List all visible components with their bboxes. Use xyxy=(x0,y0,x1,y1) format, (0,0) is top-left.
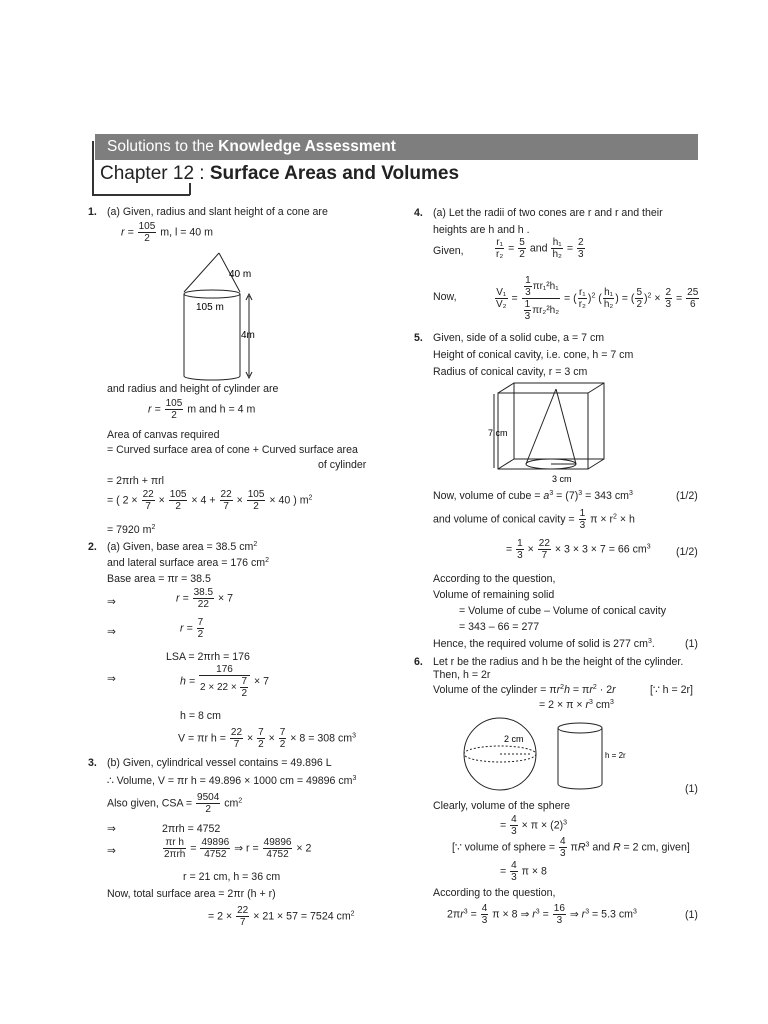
denominator: 2 xyxy=(205,804,211,815)
cone-edge xyxy=(526,389,556,464)
denominator: 3 xyxy=(524,311,531,322)
denominator: 3 xyxy=(511,826,517,837)
denominator: 7 xyxy=(233,739,240,750)
text: × 3 × 3 × 7 = 66 cm xyxy=(554,543,647,556)
fraction xyxy=(197,617,205,640)
fraction xyxy=(138,221,157,244)
formula-line: and volume of conical cavity = $\frac{1}{3}$ $\pi \times r^2 \times h$ xyxy=(433,508,635,531)
superscript: 2 xyxy=(238,797,243,805)
fraction xyxy=(510,860,518,883)
denominator: 7 xyxy=(223,501,229,512)
formula-line xyxy=(148,398,255,421)
superscript: 3 xyxy=(585,841,590,849)
fraction xyxy=(524,299,532,322)
cube-edge xyxy=(498,459,514,469)
fraction xyxy=(193,587,214,610)
fraction xyxy=(236,905,249,928)
cube-cone-figure xyxy=(484,380,609,488)
superscript: 3 xyxy=(589,699,593,706)
numerator: 4 xyxy=(511,814,517,825)
fraction xyxy=(240,676,248,699)
numerator: 49896 xyxy=(201,837,230,848)
formula-line: Volume of the cylinder = $\pi r^2h = \pi r^2 \cdot 2r$ xyxy=(433,684,616,696)
text-line: Hence, the required volume of solid is 277 $cm^3$. xyxy=(433,638,655,650)
text: × 7 xyxy=(253,675,270,688)
cube-edge xyxy=(588,459,604,469)
superscript: 3 xyxy=(629,490,633,497)
denominator: 2 xyxy=(258,739,264,750)
sphere-cylinder-figure xyxy=(462,716,642,796)
fraction xyxy=(603,287,614,310)
cone-edge xyxy=(556,389,576,464)
superscript: 3 xyxy=(585,908,590,916)
numerator: 5 xyxy=(519,237,525,248)
denominator: 2 xyxy=(171,410,177,421)
text-line: (a) Given, radius and slant height of a cone are xyxy=(107,206,328,218)
bracket-line xyxy=(92,141,94,195)
marks: (1/2) xyxy=(676,546,698,558)
fraction xyxy=(220,489,233,512)
text: and xyxy=(529,242,548,255)
numerator: 22 xyxy=(230,727,243,738)
text: × 40 ) m xyxy=(269,494,309,507)
text: (a) Given, base area = 38.5 cm xyxy=(107,541,254,553)
superscript: 3 xyxy=(463,908,468,916)
question-number: 1. xyxy=(88,206,97,218)
numerator: V₁ xyxy=(496,287,507,298)
text-line: [∵ h = 2r] xyxy=(650,684,693,696)
denominator: 2 xyxy=(519,249,525,260)
fraction xyxy=(522,275,560,322)
numerator: 22 xyxy=(142,489,154,500)
text: π × 8 xyxy=(521,865,547,878)
question-number: 3. xyxy=(88,757,97,769)
formula-line: LSA = 2πrh = 176 xyxy=(166,651,250,663)
formula-line: = 2πrh + πrl xyxy=(107,475,165,487)
fraction xyxy=(665,287,673,310)
denominator: 3 xyxy=(525,287,531,298)
numerator: 22 xyxy=(220,489,232,500)
text-line: of cylinder xyxy=(318,459,367,471)
chapter-title: Surface Areas and Volumes xyxy=(209,163,460,184)
text: = 7920 m xyxy=(107,524,152,536)
denominator: 7 xyxy=(145,501,151,512)
numerator: 4 xyxy=(559,836,566,847)
question-number: 2. xyxy=(88,541,97,553)
text: h = xyxy=(180,675,196,688)
numerator: 5 xyxy=(636,287,642,298)
text: Also given, CSA = xyxy=(107,797,193,810)
denominator: 7 xyxy=(541,550,548,561)
numerator: h₁ xyxy=(552,237,562,248)
formula-line: $\frac{\text{r₁}}{\text{r₂}}$ = $\frac{5}{2}$ and $\frac{\text{h₁}}{\text{h₂}}$ = $\frac{2}{3}$ xyxy=(496,237,584,260)
text: V = πr h = xyxy=(178,732,226,745)
numerator: 25 xyxy=(687,287,699,298)
superscript: 3 xyxy=(610,699,614,706)
fraction xyxy=(495,287,508,310)
numerator: 4 xyxy=(481,903,488,914)
fraction xyxy=(686,287,699,310)
marks: (1) xyxy=(685,909,698,921)
text: × 7 xyxy=(218,592,234,605)
formula-line xyxy=(208,905,355,928)
numerator: 2 xyxy=(665,287,672,298)
superscript: 3 xyxy=(647,638,652,645)
text: r = xyxy=(121,226,134,239)
superscript: 2 xyxy=(592,684,597,691)
numerator: r₁ xyxy=(578,287,586,298)
question-number: 6. xyxy=(414,656,423,668)
text-line: Volume of remaining solid xyxy=(433,589,555,601)
text: = ( 2 × xyxy=(107,494,138,507)
text: 2 × 22 × xyxy=(199,682,237,694)
formula-line xyxy=(107,792,242,815)
formula-line: $2\pi r^3$ = $\frac{4}{3}$ π × 8 ⇒ $r^3$ = $\frac{16}{3}$ ⇒ $r^3 = 5.3$ $cm^3$ xyxy=(447,903,637,926)
cone-edge xyxy=(184,253,219,292)
denominator: $\frac{1}{3}$ πr₂²h₂ xyxy=(524,299,560,322)
text: × π × (2) xyxy=(521,819,564,832)
fraction xyxy=(247,489,266,512)
text: cm xyxy=(224,797,239,810)
fraction xyxy=(553,903,566,926)
numerator: $\frac{1}{3}$ πr₁²h₁ xyxy=(522,275,560,299)
formula-line xyxy=(176,587,233,610)
formula-line: = $\frac{4}{3}$ × $\pi \times (2)^3$ xyxy=(500,814,568,837)
denominator: 2 xyxy=(197,629,204,640)
denominator: 3 xyxy=(481,915,488,926)
denominator: 2 xyxy=(279,739,286,750)
superscript: 2 xyxy=(647,292,652,300)
denominator: 6 xyxy=(689,299,696,310)
numerator: πr h xyxy=(163,837,186,849)
marks: (1/2) xyxy=(676,490,698,502)
numerator: 105 xyxy=(138,221,156,232)
numerator: 7 xyxy=(258,727,264,738)
text-line: = 343 – 66 = 277 xyxy=(459,621,540,633)
cube-edge xyxy=(588,383,604,393)
text-line: Clearly, volume of the sphere xyxy=(433,800,570,812)
numerator: 7 xyxy=(197,617,204,628)
formula-line xyxy=(180,664,269,699)
superscript: 3 xyxy=(352,732,357,740)
text-line: Let r be the radius and h be the height of the cylinder. xyxy=(433,656,684,668)
formula-line: = $\frac{4}{3}$ π × 8 xyxy=(500,860,547,883)
text-line: Area of canvas required xyxy=(107,429,220,441)
superscript: 2 xyxy=(265,557,270,564)
denominator: 3 xyxy=(556,915,563,926)
formula-line: Base area = πr = 38.5 xyxy=(107,573,211,585)
fraction xyxy=(163,837,186,860)
text-line: Radius of conical cavity, r = 3 cm xyxy=(433,366,588,378)
chapter-heading xyxy=(100,161,459,187)
numerator: 105 xyxy=(165,398,183,409)
denominator: 3 xyxy=(579,520,586,531)
superscript: 3 xyxy=(578,490,583,497)
denominator: 3 xyxy=(577,249,584,260)
text-line: According to the question, xyxy=(433,887,556,899)
text: and lateral surface area = 176 cm xyxy=(107,557,266,569)
fraction xyxy=(551,237,562,260)
formula-line: r = 21 cm, h = 36 cm xyxy=(183,871,281,883)
formula-line: Now, volume of cube = $a^3 = (7)^3 = 343$ $cm^3$ xyxy=(433,490,633,502)
numerator: 7 xyxy=(279,727,286,738)
radius-label: 105 m xyxy=(196,302,224,313)
fraction xyxy=(200,837,230,860)
question-number: 4. xyxy=(414,207,423,219)
numerator: 1 xyxy=(524,299,531,310)
arrow: ⇒ xyxy=(107,845,116,857)
fraction xyxy=(524,275,532,298)
formula-line: V = πr h = $\frac{22}{7}$ × $\frac{7}{2}$ × $\frac{7}{2}$ × 8 = 308 $cm^3$ xyxy=(178,727,357,750)
formula-line: = ( 2 × $\frac{22}{7}$ × $\frac{105}{2}$ × 4 + $\frac{22}{7}$ × $\frac{105}{2}$ × 40 ) $m^2$ xyxy=(107,489,313,512)
denominator: 22 xyxy=(197,599,209,610)
text-line xyxy=(107,541,257,555)
text: m, l = 40 m xyxy=(160,226,213,239)
numerator: 1 xyxy=(525,275,531,286)
text: ∴ Volume, V = πr h = 49.896 × 1000 cm = 49896 cm xyxy=(107,775,353,787)
numerator: h₁ xyxy=(604,287,614,298)
text: r = xyxy=(176,592,189,605)
denominator: 2 xyxy=(241,688,248,699)
fraction xyxy=(279,727,287,750)
numerator: r₁ xyxy=(496,237,503,248)
cone-cylinder-figure xyxy=(175,250,275,388)
superscript: 2 xyxy=(350,910,355,918)
fraction xyxy=(165,398,184,421)
denominator: 3 xyxy=(511,872,517,883)
numerator: 22 xyxy=(538,538,550,549)
height-label: h = 2r xyxy=(605,751,626,760)
numerator: 1 xyxy=(517,538,523,549)
numerator: 4 xyxy=(511,860,517,871)
fraction xyxy=(196,792,220,815)
formula-line: = $2 \times \pi \times r^3$ $cm^3$ xyxy=(539,699,614,711)
superscript: 3 xyxy=(352,775,357,782)
denominator: V₂ xyxy=(496,299,507,310)
superscript: 3 xyxy=(535,908,540,916)
fraction xyxy=(263,837,293,860)
cube-edge xyxy=(498,383,514,393)
numerator: 2 xyxy=(577,237,584,248)
text: ⇒ r = xyxy=(234,842,259,855)
superscript: 2 xyxy=(253,541,258,548)
cylinder-bottom xyxy=(558,784,602,789)
denominator: 3 xyxy=(665,299,672,310)
denominator: 2 xyxy=(636,299,642,310)
text-line xyxy=(107,557,269,571)
denominator: 4752 xyxy=(204,849,227,860)
slant-label: 40 m xyxy=(229,269,252,280)
denominator: r₂ xyxy=(578,299,586,310)
bracket-line xyxy=(92,194,190,196)
denominator: 2πrh xyxy=(164,849,186,860)
cylinder-top xyxy=(558,723,602,733)
chapter-number: Chapter 12 : xyxy=(100,163,210,184)
numerator: 38.5 xyxy=(193,587,214,598)
text: = 2 × xyxy=(208,910,233,923)
superscript: 2 xyxy=(560,684,565,691)
formula-line xyxy=(107,524,155,538)
denominator: 2 xyxy=(253,501,259,512)
fraction xyxy=(199,664,250,699)
fraction xyxy=(518,237,526,260)
banner-title: Knowledge Assessment xyxy=(218,138,396,155)
numerator: 1 xyxy=(579,508,586,519)
denominator: 3 xyxy=(559,848,566,859)
denominator: h₂ xyxy=(603,299,614,310)
superscript: 3 xyxy=(646,543,651,551)
denominator: h₂ xyxy=(552,249,562,260)
height-label: 4m xyxy=(241,330,255,341)
side-label: 7 cm xyxy=(488,428,508,438)
fraction xyxy=(257,727,265,750)
text: × 8 = 308 cm xyxy=(290,732,353,745)
text-line: (a) Let the radii of two cones are r and r and their xyxy=(433,207,663,219)
denominator xyxy=(199,676,250,699)
numerator: 105 xyxy=(247,489,265,500)
banner-prefix: Solutions to the xyxy=(107,138,219,155)
superscript: 2 xyxy=(613,513,617,521)
superscript: 2 xyxy=(308,494,313,502)
numerator: 49896 xyxy=(263,837,292,848)
numerator: 105 xyxy=(169,489,187,500)
denominator: 4752 xyxy=(266,849,289,860)
text: and volume of conical cavity = xyxy=(433,513,575,526)
formula-line xyxy=(107,775,356,789)
superscript: 2 xyxy=(591,292,596,300)
marks: (1) xyxy=(685,783,698,795)
formula-line: $\frac{\text{πr h}}{\text{2πrh}}$ = $\frac{49896}{4752}$ ⇒ r = $\frac{49896}{4752}$ × 2 xyxy=(164,837,312,860)
denominator: 3 xyxy=(517,550,523,561)
fraction xyxy=(635,287,643,310)
text-line: = Curved surface area of cone + Curved surface area xyxy=(107,444,358,456)
text: r = xyxy=(180,622,193,635)
denominator: r₂ xyxy=(496,249,504,260)
fraction xyxy=(481,903,489,926)
superscript: 3 xyxy=(632,908,637,916)
arrow: ⇒ xyxy=(107,596,116,608)
denominator: 2 xyxy=(144,233,150,244)
fraction xyxy=(510,814,518,837)
formula-line: h = 8 cm xyxy=(180,710,221,722)
formula-line: = $\frac{1}{3}$ × $\frac{22}{7}$ × 3 × 3 × 7 = 66 $cm^3$ xyxy=(506,538,651,561)
text-line: Given, xyxy=(433,245,464,257)
text-line: Height of conical cavity, i.e. cone, h = 7 cm xyxy=(433,349,634,361)
text-line: heights are h and h . xyxy=(433,224,530,236)
marks: (1) xyxy=(685,638,698,650)
text-line: Now, xyxy=(433,291,457,303)
text-line: Given, side of a solid cube, a = 7 cm xyxy=(433,332,605,344)
text: m and h = 4 m xyxy=(187,403,256,416)
fraction xyxy=(495,237,504,260)
text: × 2 xyxy=(296,842,312,855)
formula-line: 2πrh = 4752 xyxy=(162,823,221,835)
fraction xyxy=(578,287,587,310)
numerator: 16 xyxy=(553,903,565,914)
text: × 21 × 57 = 7524 cm xyxy=(253,910,351,923)
base-label: 3 cm xyxy=(552,474,572,484)
section-banner xyxy=(95,134,698,160)
fraction xyxy=(230,727,243,750)
numerator: 9504 xyxy=(197,792,220,803)
formula-line: $\frac{\text{V₁}}{\text{V₂}}$ = $\frac{1}{3}$ πr₁²h₁ $\frac{1}{3}$ πr₂²h₂ = ( $\frac{\text{r₁}}{\text{r₂}}$ )$^2$ ( $\frac{\text{h₁}}{\text{h₂}}$ ) = ( $\frac{5}{2}$ )$^2$ × $\frac{2}{3}$ = $\frac{25}{6}$ xyxy=(496,275,699,322)
text-line: and radius and height of cylinder are xyxy=(107,383,279,395)
superscript: 3 xyxy=(549,490,554,497)
fraction xyxy=(577,237,585,260)
numerator: 22 xyxy=(237,905,249,916)
cylinder-bottom xyxy=(184,376,240,380)
cube-back-face xyxy=(514,383,604,459)
fraction xyxy=(142,489,155,512)
text-line: According to the question, xyxy=(433,573,556,585)
text: [∵ volume of sphere = xyxy=(452,841,556,854)
numerator: 7 xyxy=(241,676,248,687)
text: × 4 + xyxy=(191,494,216,507)
superscript: 3 xyxy=(563,819,568,827)
text-line: (b) Given, cylindrical vessel contains = 49.896 L xyxy=(107,757,332,769)
fraction xyxy=(579,508,587,531)
text-line: Then, h = 2r xyxy=(433,669,491,681)
arrow: ⇒ xyxy=(107,626,116,638)
denominator: 2 xyxy=(175,501,181,512)
arrow: ⇒ xyxy=(107,823,116,835)
denominator: 7 xyxy=(239,917,246,928)
formula-line: [∵ volume of sphere = $\frac{4}{3}$ $\pi R^3$ and R = 2 cm, given] xyxy=(452,836,690,859)
fraction xyxy=(516,538,524,561)
formula-line xyxy=(121,221,213,244)
formula-line xyxy=(180,617,205,640)
fraction xyxy=(538,538,551,561)
arrow: ⇒ xyxy=(107,673,116,685)
radius-label: 2 cm xyxy=(504,734,524,744)
superscript: 2 xyxy=(151,524,156,531)
fraction xyxy=(559,836,567,859)
question-number: 5. xyxy=(414,332,423,344)
cylinder-top xyxy=(184,290,240,298)
text-line: = Volume of cube – Volume of conical cavity xyxy=(459,605,666,617)
fraction xyxy=(169,489,188,512)
text: r = xyxy=(148,403,161,416)
text-line: Now, total surface area = 2πr (h + r) xyxy=(107,888,276,900)
numerator: 176 xyxy=(199,664,250,676)
